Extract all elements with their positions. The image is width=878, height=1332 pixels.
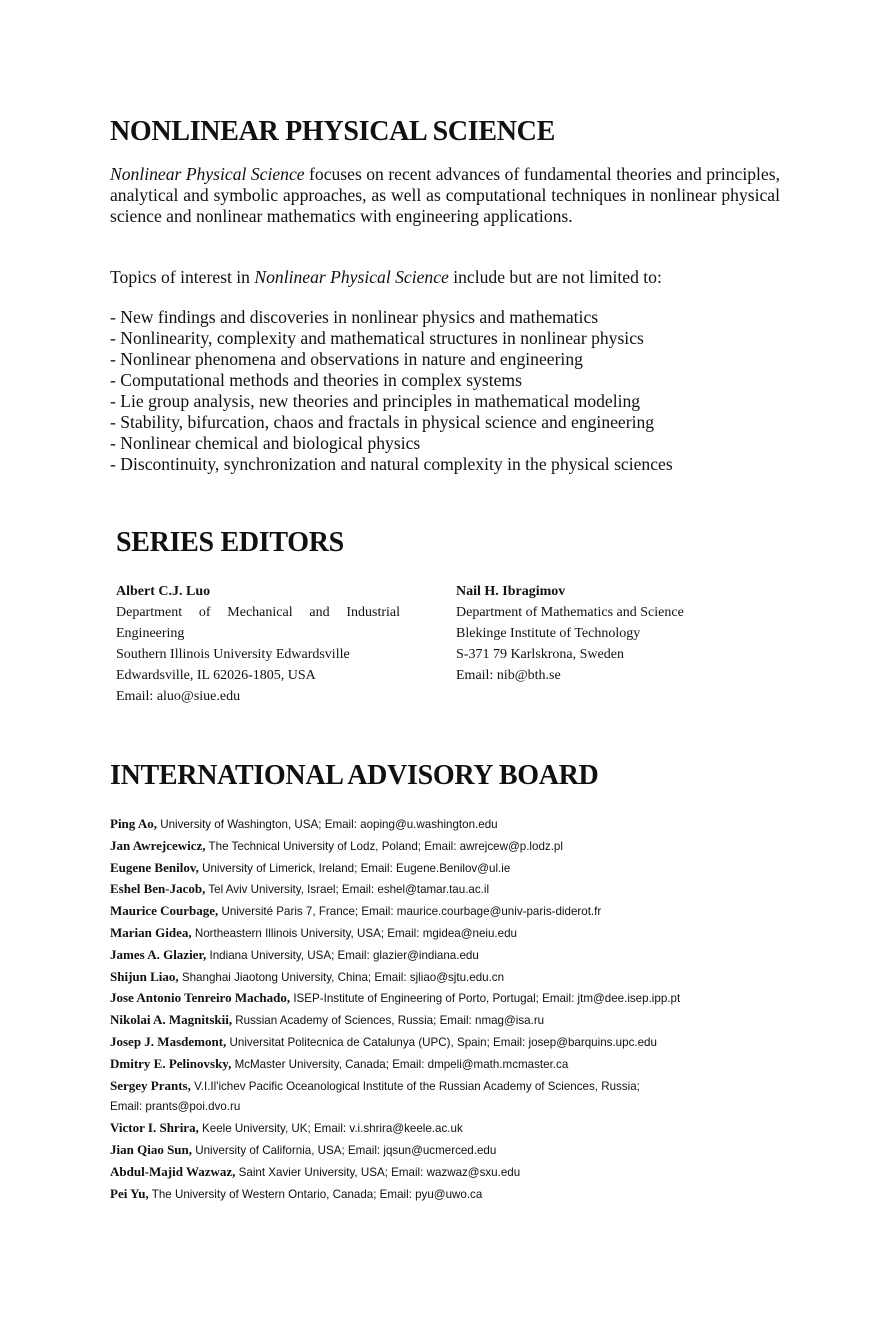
board-member	[110, 967, 810, 989]
member-name: Dmitry E. Pelinovsky,	[110, 1055, 232, 1071]
topic-item: - Computational methods and theories in complex systems	[110, 370, 522, 390]
topic-item: - Nonlinear chemical and biological physics	[110, 433, 421, 453]
advisory-board-list	[110, 814, 810, 1205]
topics-intro-after: include but are not limited to:	[448, 267, 662, 287]
topics-list	[110, 307, 780, 475]
member-info: V.I.Il'ichev Pacific Oceanological Institute of the Russian Academy of Sciences, Russia;	[190, 1079, 640, 1093]
member-info: University of California, USA; Email: jqsun@ucmerced.edu	[192, 1143, 497, 1157]
member-info: The Technical University of Lodz, Poland; Email: awrejcew@p.lodz.pl	[205, 839, 563, 853]
member-info: University of Limerick, Ireland; Email: Eugene.Benilov@ul.ie	[198, 861, 511, 875]
topic-item: - Nonlinear phenomena and observations in nature and engineering	[110, 349, 583, 369]
topic-item: - New findings and discoveries in nonlinear physics and mathematics	[110, 307, 599, 327]
editor-address-line: Department of Mechanical and Industrial	[116, 605, 400, 620]
editor-name: Nail H. Ibragimov	[456, 584, 566, 599]
editor-address-line: Edwardsville, IL 62026-1805, USA	[116, 668, 316, 683]
member-name: Ping Ao,	[110, 816, 157, 831]
topics-intro-before: Topics of interest in	[110, 267, 255, 287]
board-member	[110, 814, 810, 836]
board-member	[110, 923, 810, 945]
editor-address-line: Southern Illinois University Edwardsville	[116, 647, 350, 662]
member-info: University of Washington, USA; Email: aoping@u.washington.edu	[156, 818, 498, 831]
board-member	[110, 1054, 810, 1076]
series-name: Nonlinear Physical Science	[110, 164, 305, 184]
member-name: Jose Antonio Tenreiro Machado,	[110, 990, 291, 1006]
board-member	[110, 945, 810, 967]
editor-address-line: Engineering	[116, 626, 185, 641]
board-member	[110, 1010, 810, 1032]
member-info-continued: Email: prants@poi.dvo.ru	[110, 1100, 241, 1114]
member-info: ISEP-Institute of Engineering of Porto, Portugal; Email: jtm@dee.isep.ipp.pt	[290, 992, 681, 1006]
member-name: Nikolai A. Magnitskii,	[110, 1012, 233, 1028]
intro-paragraph	[110, 164, 780, 227]
member-name: Eshel Ben-Jacob,	[110, 881, 206, 897]
member-name: James A. Glazier,	[110, 946, 207, 962]
page-title: NONLINEAR PHYSICAL SCIENCE	[110, 116, 555, 147]
board-member	[110, 988, 810, 1010]
editor-address-line: S-371 79 Karlskrona, Sweden	[456, 647, 624, 662]
board-member	[110, 1140, 810, 1162]
member-info: The University of Western Ontario, Canada; Email: pyu@uwo.ca	[148, 1187, 483, 1201]
member-name: Jian Qiao Sun,	[110, 1141, 193, 1157]
member-info: Universitat Politecnica de Catalunya (UPC), Spain; Email: josep@barquins.upc.edu	[226, 1035, 657, 1049]
member-info: McMaster University, Canada; Email: dmpeli@math.mcmaster.ca	[231, 1057, 569, 1071]
board-member	[110, 1184, 810, 1206]
topic-item: - Nonlinearity, complexity and mathematical structures in nonlinear physics	[110, 328, 644, 348]
member-name: Abdul-Majid Wazwaz,	[110, 1163, 236, 1179]
editor-address-line: Blekinge Institute of Technology	[456, 626, 641, 641]
member-name: Victor I. Shrira,	[110, 1120, 199, 1136]
member-name: Shijun Liao,	[110, 968, 179, 984]
member-name: Maurice Courbage,	[110, 903, 219, 919]
member-info: Tel Aviv University, Israel; Email: eshel@tamar.tau.ac.il	[205, 883, 490, 897]
board-member	[110, 1162, 810, 1184]
member-info: Université Paris 7, France; Email: maurice.courbage@univ-paris-diderot.fr	[218, 905, 602, 919]
board-member	[110, 879, 810, 901]
series-editor-block	[456, 581, 746, 686]
topic-item: - Stability, bifurcation, chaos and fractals in physical science and engineering	[110, 412, 655, 432]
board-member	[110, 858, 810, 880]
board-member	[110, 836, 810, 858]
member-name: Jan Awrejcewicz,	[110, 837, 206, 853]
board-member	[110, 901, 810, 923]
board-member	[110, 1118, 810, 1140]
editor-address-line: Department of Mathematics and Science	[456, 605, 684, 620]
member-info: Northeastern Illinois University, USA; Email: mgidea@neiu.edu	[191, 926, 517, 940]
topics-intro	[110, 267, 780, 288]
editor-email: Email: aluo@siue.edu	[116, 689, 241, 704]
editor-email: Email: nib@bth.se	[456, 668, 561, 683]
board-member	[110, 1032, 810, 1054]
advisory-board-heading: INTERNATIONAL ADVISORY BOARD	[110, 760, 599, 791]
series-editor-block	[116, 581, 400, 707]
member-name: Josep J. Masdemont,	[110, 1033, 227, 1049]
series-name: Nonlinear Physical Science	[254, 267, 449, 287]
member-info: Indiana University, USA; Email: glazier@indiana.edu	[206, 948, 479, 962]
member-name: Marian Gidea,	[110, 924, 192, 940]
member-name: Sergey Prants,	[110, 1077, 191, 1093]
topic-item: - Lie group analysis, new theories and principles in mathematical modeling	[110, 391, 641, 411]
member-info: Shanghai Jiaotong University, China; Email: sjliao@sjtu.edu.cn	[178, 970, 505, 984]
member-name: Pei Yu,	[110, 1185, 149, 1201]
topic-item: - Discontinuity, synchronization and natural complexity in the physical sciences	[110, 454, 673, 474]
member-info: Keele University, UK; Email: v.i.shrira@keele.ac.uk	[198, 1122, 463, 1136]
member-info: Russian Academy of Sciences, Russia; Email: nmag@isa.ru	[232, 1014, 545, 1028]
editor-name: Albert C.J. Luo	[116, 584, 211, 599]
member-info: Saint Xavier University, USA; Email: wazwaz@sxu.edu	[235, 1165, 521, 1179]
series-editors-heading: SERIES EDITORS	[116, 527, 344, 558]
board-member	[110, 1076, 810, 1119]
intro-text: focuses on recent advances of fundamental theories and principles, analytical and symbolic approaches, as well as computational techniques in nonlinear physical science and nonlinear mathematics with engineering applications.	[110, 164, 780, 226]
member-name: Eugene Benilov,	[110, 859, 199, 875]
